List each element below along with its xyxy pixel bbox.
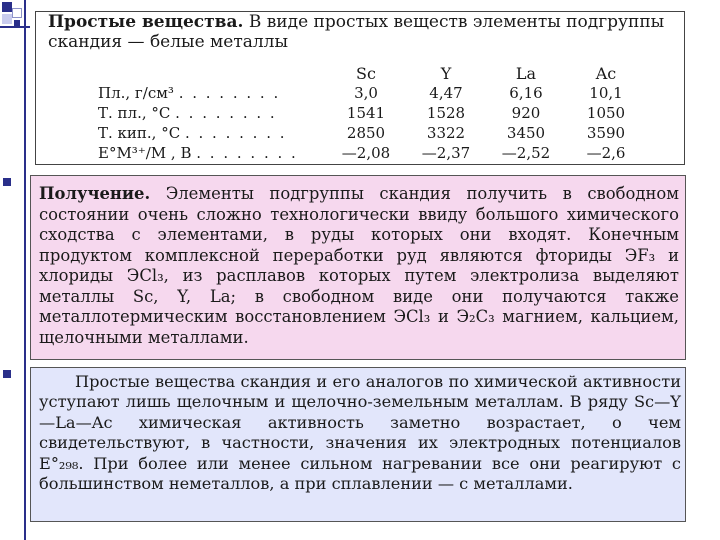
properties-heading: Простые вещества. <box>48 12 244 32</box>
leader-dots: . . . . . . . . <box>175 104 277 122</box>
leader-dots: . . . . . . . . <box>178 84 281 102</box>
column-header: La <box>515 64 537 83</box>
table-header-row <box>98 64 646 83</box>
table-cell: 3590 <box>586 124 626 142</box>
table-cell: 4,47 <box>429 84 463 102</box>
decor-horizontal-line <box>0 26 30 28</box>
leader-dots: . . . . . . . . <box>196 144 298 162</box>
table-cell: 920 <box>511 104 541 122</box>
table-cell: 3,0 <box>354 84 378 102</box>
table-cell: 1528 <box>426 104 466 122</box>
decor-vertical-line <box>24 0 26 540</box>
production-text: Элементы подгруппы скандия получить в свободном состоянии очень сложно технологически ввиду большого химического сходства с элементами, в руды которых они входят. Конечным продуктом комплексной переработки руд являются фториды ЭF₃ и хлориды ЭCl₃, из расплавов которых путем электролиза выделяют металлы Sc, Y, La; в свободном виде они получаются также металлотермическим восстановлением ЭCl₃ и Э₂С₃ магнием, кальцием, щелочными металлами. <box>39 184 679 347</box>
decor-square <box>2 2 12 12</box>
table-cell: 3322 <box>426 124 466 142</box>
table-cell: 10,1 <box>589 84 623 102</box>
properties-panel <box>35 11 685 165</box>
activity-paragraph: Простые вещества скандия и его аналогов по химической активности уступают лишь щелочным и щелочно-земельным металлам. В ряду Sc—Y—La—Ac химическая активность заметно возрастает, о чем свидетельствуют, в частности, значения их электродных потенциалов E°₂₉₈. При более или менее сильном нагревании все они реагируют с большинством неметаллов, а при сплавлении — с металлами. <box>39 372 681 494</box>
properties-intro-text: В виде простых веществ элементы подгруппы скандия — белые металлы <box>48 12 665 52</box>
column-header: Ac <box>595 64 617 83</box>
table-row <box>98 103 646 123</box>
row-label: Т. кип., °С <box>98 124 181 142</box>
row-label: Пл., г/см³ <box>98 84 174 102</box>
table-cell: 1541 <box>346 104 386 122</box>
table-cell: —2,6 <box>586 144 626 162</box>
row-label: E°М³⁺/М , В <box>98 144 192 162</box>
table-row <box>98 83 646 103</box>
table-cell: —2,52 <box>501 144 551 162</box>
table-row <box>98 143 646 163</box>
table-cell: 3450 <box>506 124 546 142</box>
properties-table <box>98 64 646 163</box>
column-header: Y <box>440 64 452 83</box>
table-row <box>98 123 646 143</box>
production-paragraph <box>39 184 679 348</box>
activity-panel <box>30 367 686 522</box>
table-cell: —2,37 <box>421 144 471 162</box>
table-cell: 1050 <box>586 104 626 122</box>
production-panel <box>30 175 686 360</box>
column-header: Sc <box>356 64 376 83</box>
decor-square <box>2 14 12 24</box>
table-cell: 2850 <box>346 124 386 142</box>
production-heading: Получение. <box>39 184 151 203</box>
table-cell: 6,16 <box>509 84 543 102</box>
row-label: Т. пл., °С <box>98 104 171 122</box>
table-cell: —2,08 <box>341 144 391 162</box>
leader-dots: . . . . . . . . <box>184 124 287 142</box>
bullet-icon <box>3 370 11 378</box>
bullet-icon <box>3 178 11 186</box>
properties-intro <box>48 12 678 52</box>
decor-square <box>12 8 22 18</box>
